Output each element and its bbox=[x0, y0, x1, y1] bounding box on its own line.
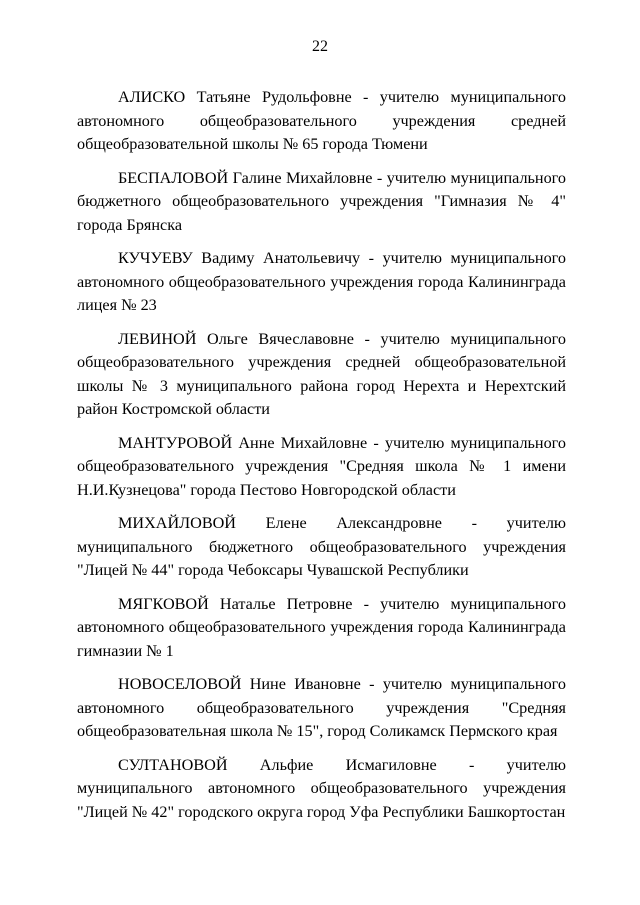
list-item bbox=[77, 247, 566, 318]
recipient-name: СУЛТАНОВОЙ Альфие Исмагиловне bbox=[118, 755, 437, 774]
recipient-description: - учителю муниципального автономного общеобразовательного учреждения города Калининграда гимназии № 1 bbox=[77, 594, 567, 660]
recipient-name: МИХАЙЛОВОЙ Елене Александровне bbox=[118, 514, 442, 532]
list-item bbox=[77, 86, 566, 157]
list-item bbox=[77, 167, 566, 238]
award-list bbox=[77, 86, 566, 834]
recipient-name: МАНТУРОВОЙ Анне Михайловне bbox=[118, 433, 368, 452]
recipient-name: АЛИСКО Татьяне Рудольфовне bbox=[118, 88, 352, 106]
recipient-name: НОВОСЕЛОВОЙ Нине Ивановне bbox=[118, 675, 361, 693]
recipient-description: - учителю муниципального автономного общеобразовательного учреждения средней общеобразовательной школы № 65 города Тюмени bbox=[77, 88, 567, 153]
recipient-description: - учителю муниципального общеобразовательного учреждения "Средняя школа № 1 имени Н.И.Кузнецова" города Пестово Новгородской области bbox=[77, 433, 566, 499]
recipient-description: - учителю муниципального бюджетного общеобразовательного учреждения "Лицей № 44" города Чебоксары Чувашской Республики bbox=[77, 514, 567, 579]
list-item bbox=[77, 754, 566, 825]
recipient-description: - учителю муниципального бюджетного общеобразовательного учреждения "Гимназия № 4" города Брянска bbox=[77, 168, 567, 234]
list-item bbox=[77, 432, 566, 503]
recipient-name: МЯГКОВОЙ Наталье Петровне bbox=[118, 594, 353, 613]
list-item bbox=[77, 328, 566, 422]
recipient-description: - учителю муниципального автономного общеобразовательного учреждения "Лицей № 42" городского округа город Уфа Республики Башкортостан bbox=[77, 755, 567, 821]
list-item bbox=[77, 673, 566, 744]
page-number: 22 bbox=[312, 38, 328, 55]
list-item bbox=[77, 593, 566, 664]
recipient-name: БЕСПАЛОВОЙ Галине Михайловне bbox=[118, 168, 373, 187]
recipient-description: - учителю муниципального автономного общеобразовательного учреждения города Калининграда лицея № 23 bbox=[77, 249, 566, 314]
recipient-name: ЛЕВИНОЙ Ольге Вячеславовне bbox=[118, 329, 354, 348]
recipient-description: - учителю муниципального автономного общеобразовательного учреждения "Средняя общеобразовательная школа № 15", город Соликамск Пермского края bbox=[77, 675, 566, 740]
list-item bbox=[77, 512, 566, 583]
recipient-name: КУЧУЕВУ Вадиму Анатольевичу bbox=[118, 249, 361, 267]
recipient-description: - учителю муниципального общеобразовательного учреждения средней общеобразовательной школы № 3 муниципального района город Нерехта и Нерехтский район Костромской области bbox=[77, 329, 566, 418]
